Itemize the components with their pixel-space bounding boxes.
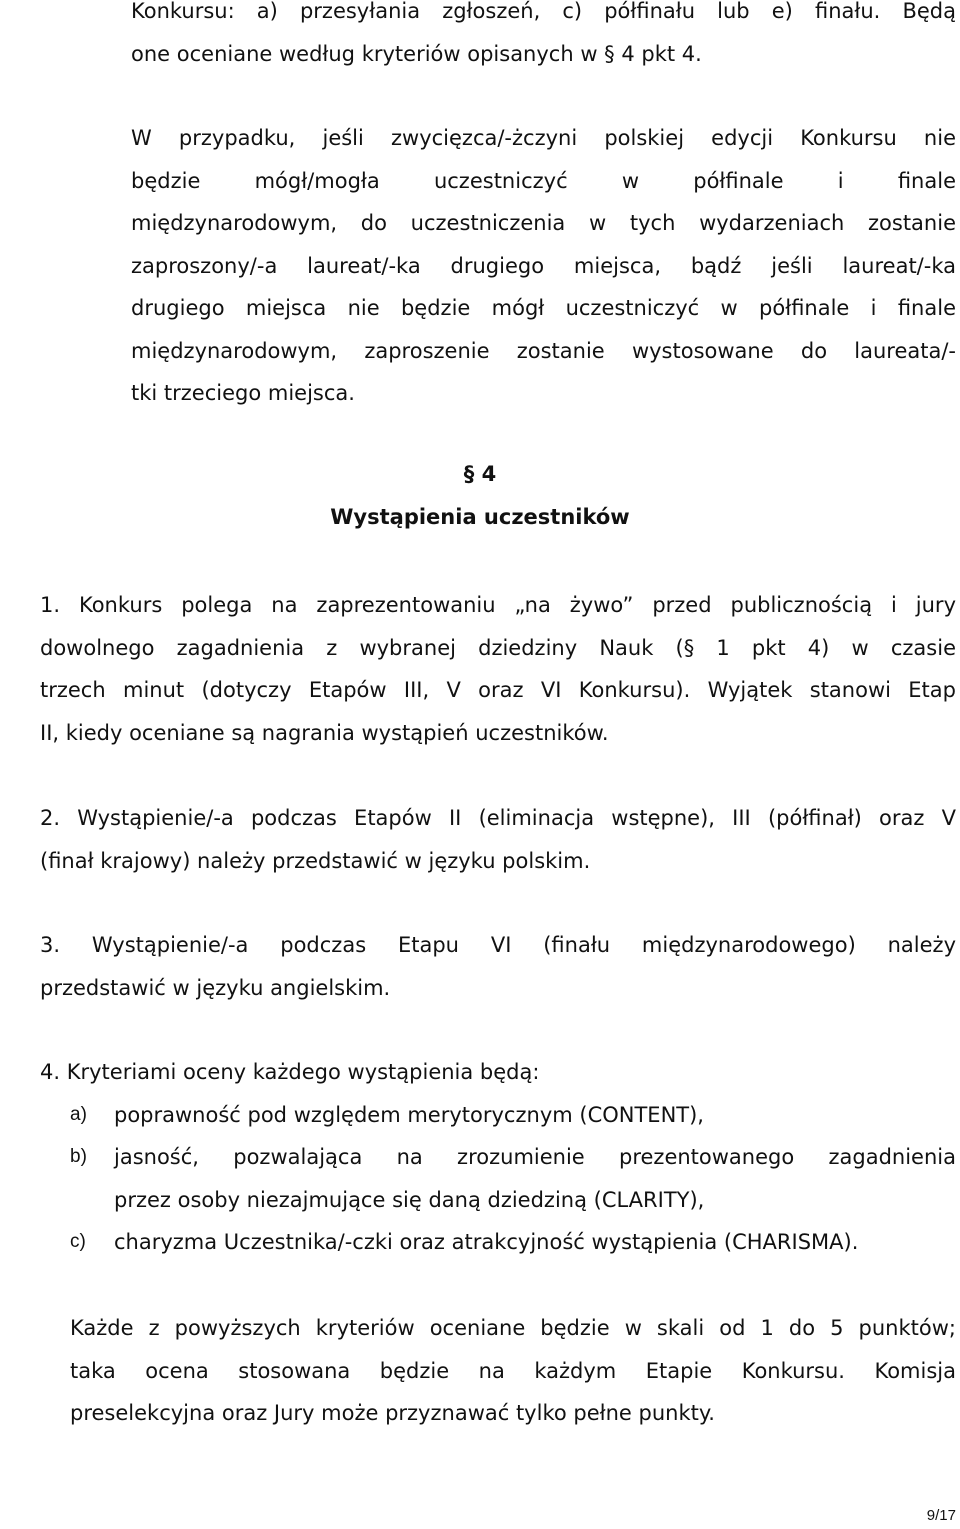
replacement-paragraph [131, 117, 956, 415]
text-line: przedstawić w języku angielskim. [40, 975, 391, 1000]
criterion-text [114, 1221, 956, 1264]
text-line: tki trzeciego miejsca. [131, 381, 355, 405]
text-line: taka ocena stosowana będzie na każdym Etapie Konkursu. Komisja [70, 1358, 956, 1383]
text-line: drugiego miejsca nie będzie mógł uczestniczyć w półfinale i finale [131, 296, 956, 320]
text-line: Konkursu: a) przesyłania zgłoszeń, c) półfinału lub e) finału. Będą [131, 0, 956, 23]
text-line: 1. Konkurs polega na zaprezentowaniu „na żywo” przed publicznością i jury [40, 593, 956, 617]
list-marker: c) [70, 1231, 86, 1252]
text-line: będzie mógł/mogła uczestniczyć w półfinale i finale [131, 168, 956, 193]
text-line: jasność, pozwalająca na zrozumienie prezentowanego zagadnienia [114, 1145, 956, 1169]
scoring-paragraph [70, 1307, 956, 1435]
text-line: przez osoby niezajmujące się daną dziedziną (CLARITY), [114, 1187, 705, 1212]
criterion-text [114, 1136, 956, 1221]
section-number: § 4 [463, 462, 497, 486]
intro-paragraph [131, 0, 956, 75]
text-line: 3. Wystąpienie/-a podczas Etapu VI (finału międzynarodowego) należy [40, 933, 956, 957]
list-marker: a) [70, 1104, 87, 1125]
section-title: Wystąpienia uczestników [330, 505, 630, 529]
text-line: dowolnego zagadnienia z wybranej dziedziny Nauk (§ 1 pkt 4) w czasie [40, 635, 956, 660]
list-marker: b) [70, 1146, 87, 1167]
criterion-text [114, 1094, 956, 1137]
text-line: charyzma Uczestnika/-czki oraz atrakcyjność wystąpienia (CHARISMA). [114, 1230, 859, 1254]
page-number: 9/17 [926, 1507, 956, 1524]
point-1 [40, 584, 956, 754]
text-line: one oceniane według kryteriów opisanych w § 4 pkt 4. [131, 41, 702, 66]
text-line: Każde z powyższych kryteriów oceniane będzie w skali od 1 do 5 punktów; [70, 1316, 956, 1340]
text-line: (finał krajowy) należy przedstawić w języku polskim. [40, 848, 591, 873]
text-line: II, kiedy oceniane są nagrania wystąpień uczestników. [40, 720, 609, 745]
text-line: międzynarodowym, do uczestniczenia w tych wydarzeniach zostanie [131, 211, 956, 235]
text-line: 2. Wystąpienie/-a podczas Etapów II (eliminacja wstępne), III (półfinał) oraz V [40, 806, 956, 830]
point-4 [40, 1051, 956, 1094]
text-line: zaproszony/-a laureat/-ka drugiego miejsca, bądź jeśli laureat/-ka [131, 253, 956, 278]
text-line: międzynarodowym, zaproszenie zostanie wystosowane do laureata/- [131, 338, 956, 363]
point-3 [40, 924, 956, 1009]
text-line: 4. Kryteriami oceny każdego wystąpienia będą: [40, 1060, 540, 1084]
text-line: W przypadku, jeśli zwycięzca/-żczyni polskiej edycji Konkursu nie [131, 126, 956, 150]
text-line: preselekcyjna oraz Jury może przyznawać tylko pełne punkty. [70, 1401, 715, 1425]
text-line: trzech minut (dotyczy Etapów III, V oraz VI Konkursu). Wyjątek stanowi Etap [40, 678, 956, 702]
point-2 [40, 797, 956, 882]
text-line: poprawność pod względem merytorycznym (CONTENT), [114, 1103, 704, 1127]
